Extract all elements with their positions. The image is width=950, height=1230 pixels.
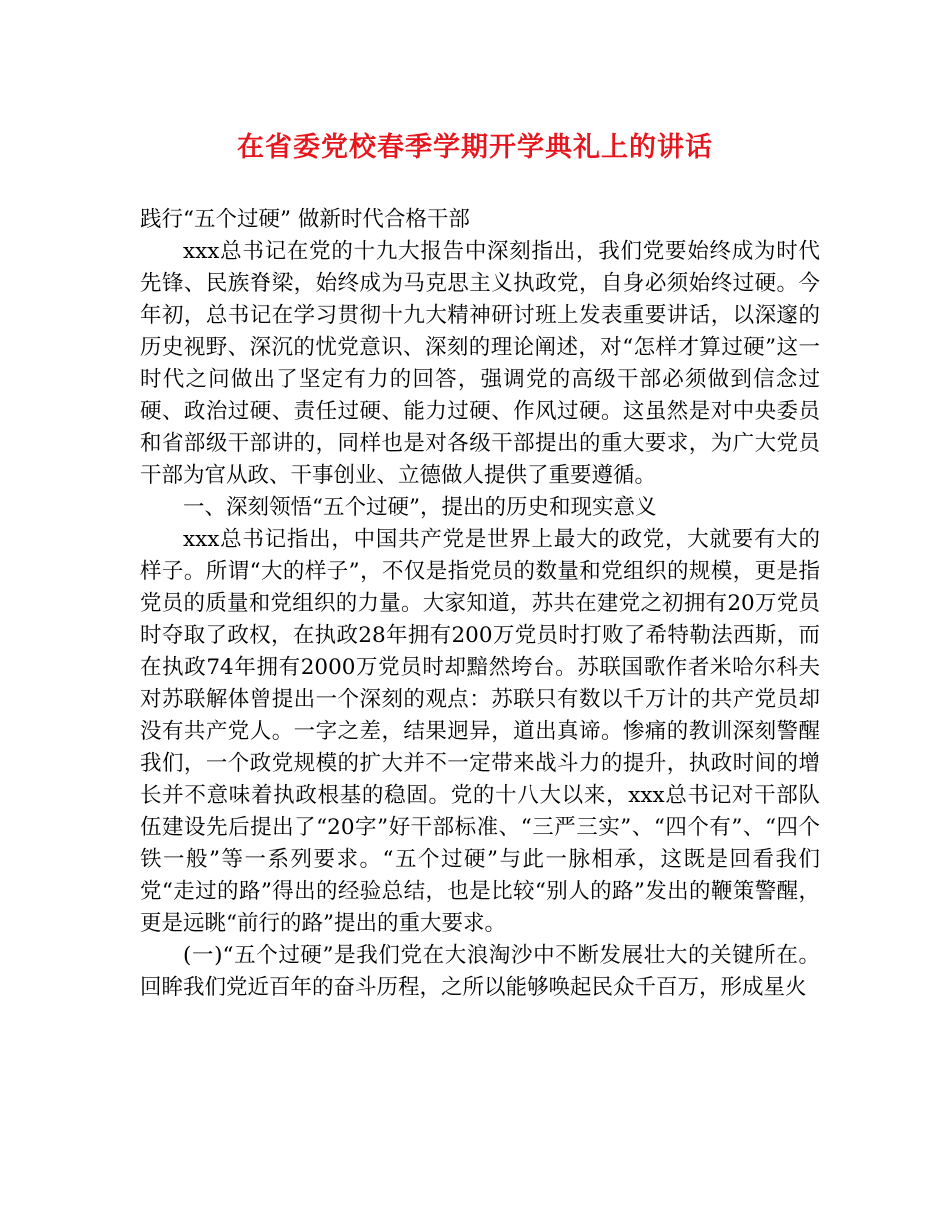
subtitle-paragraph: 践行“五个过硬” 做新时代合格干部 — [140, 207, 470, 232]
body-paragraph: xxx总书记在党的十九大报告中深刻指出，我们党要始终成为时代先锋、民族脊梁，始终成为马克思主义执政党，自身必须始终过硬。今年初，总书记在学习贯彻十九大精神研讨班上发表重要讲话，以深邃的历史视野、深沉的忧党意识、深刻的理论阐述，对“怎样才算过硬”这一时代之问做出了坚定有力的回答，强调党的高级干部必须做到信念过硬、政治过硬、责任过硬、能力过硬、作风过硬。这虽然是对中央委员和省部级干部讲的，同样也是对各级干部提出的重大要求，为广大党员干部为官从政、干事创业、立德做人提供了重要遵循。 — [140, 239, 820, 488]
document-title: 在省委党校春季学期开学典礼上的讲话 — [237, 132, 713, 163]
section-heading: 一、深刻领悟“五个过硬”，提出的历史和现实意义 — [183, 495, 657, 520]
body-paragraph: xxx总书记指出，中国共产党是世界上最大的政党，大就要有大的样子。所谓“大的样子”，不仅是指党员的数量和党组织的规模，更是指党员的质量和党组织的力量。大家知道，苏共在建党之初拥有20万党员时夺取了政权，在执政28年拥有200万党员时打败了希特勒法西斯，而在执政74年拥有2000万党员时却黯然垮台。苏联国歌作者米哈尔科夫对苏联解体曾提出一个深刻的观点：苏联只有数以千万计的共产党员却没有共产党人。一字之差，结果迥异，道出真谛。惨痛的教训深刻警醒我们，一个政党规模的扩大并不一定带来战斗力的提升，执政时间的增长并不意味着执政根基的稳固。党的十八大以来，xxx总书记对干部队伍建设先后提出了“20字”好干部标准、“三严三实”、“四个有”、“四个铁一般”等一系列要求。“五个过硬”与此一脉相承，这既是回看我们党“走过的路”得出的经验总结，也是比较“别人的路”发出的鞭策警醒，更是远眺“前行的路”提出的重大要求。 — [140, 527, 820, 936]
document-body — [140, 204, 820, 1004]
body-paragraph: (一)“五个过硬”是我们党在大浪淘沙中不断发展壮大的关键所在。回眸我们党近百年的奋斗历程，之所以能够唤起民众千百万，形成星火 — [140, 943, 820, 1000]
